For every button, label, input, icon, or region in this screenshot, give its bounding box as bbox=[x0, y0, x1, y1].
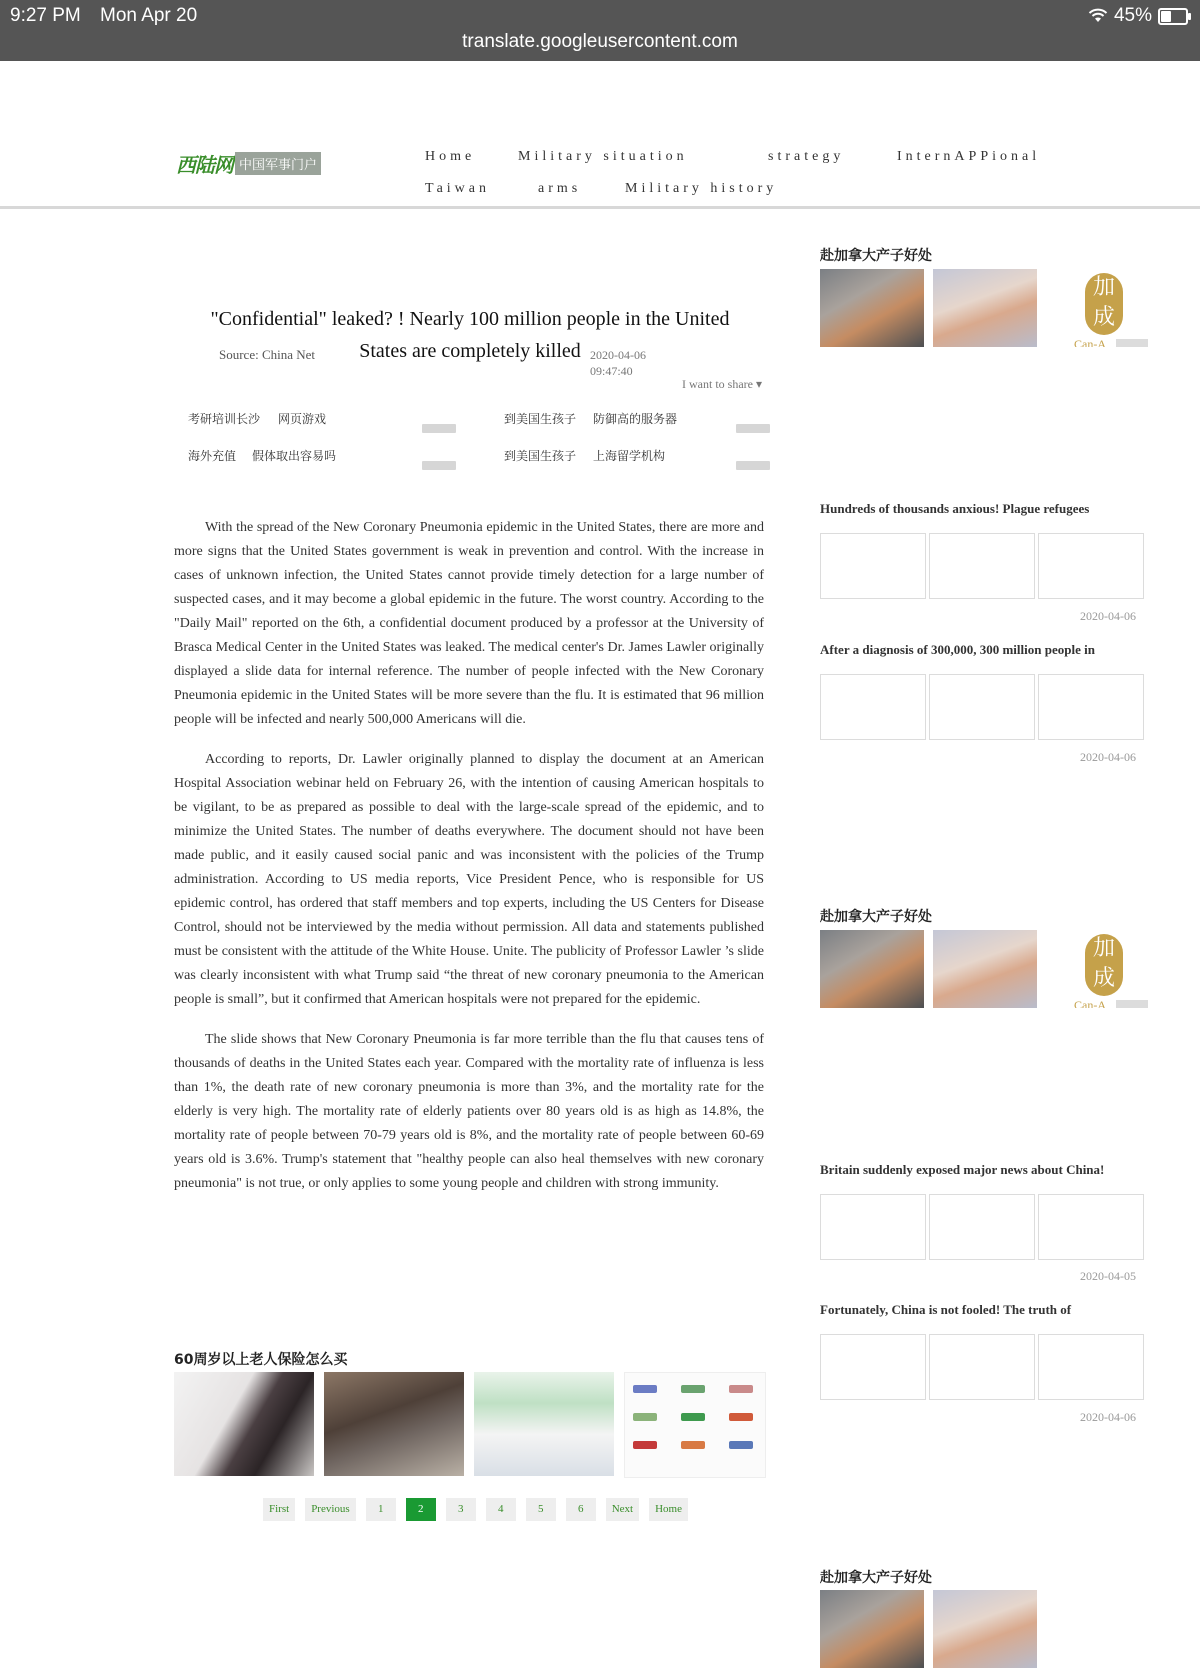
article-body bbox=[174, 516, 764, 1212]
ad-link[interactable]: 假体取出容易吗 bbox=[252, 449, 337, 463]
nav-strategy[interactable]: strategy bbox=[768, 149, 845, 164]
page-first[interactable]: First bbox=[263, 1498, 295, 1521]
page-3[interactable]: 3 bbox=[446, 1498, 476, 1521]
ad-link[interactable]: 考研培训长沙 bbox=[188, 412, 261, 426]
sidebar-ad-image[interactable] bbox=[820, 1590, 924, 1668]
battery-icon bbox=[1158, 8, 1188, 25]
news-thumb[interactable] bbox=[820, 533, 926, 599]
sidebar-ad-image[interactable] bbox=[933, 269, 1037, 347]
ad-badge bbox=[1116, 1000, 1148, 1008]
promo-image[interactable] bbox=[174, 1372, 314, 1476]
nav-taiwan[interactable]: Taiwan bbox=[425, 181, 491, 196]
sidebar-ad-image[interactable] bbox=[820, 930, 924, 1008]
pagination bbox=[263, 1498, 688, 1521]
ad-badge bbox=[422, 461, 456, 470]
sidebar-ad-title[interactable]: 赴加拿大产子好处 bbox=[820, 909, 932, 925]
news-thumb[interactable] bbox=[1038, 674, 1144, 740]
news-thumb[interactable] bbox=[929, 674, 1035, 740]
news-date: 2020-04-06 bbox=[1080, 609, 1136, 623]
news-date: 2020-04-05 bbox=[1080, 1269, 1136, 1283]
ad-link[interactable]: 海外充值 bbox=[188, 449, 237, 463]
promo-title[interactable]: 60周岁以上老人保险怎么买 bbox=[174, 1352, 348, 1368]
logo-mark: 西陆网 bbox=[176, 153, 233, 177]
page-home[interactable]: Home bbox=[649, 1498, 688, 1521]
page-4[interactable]: 4 bbox=[486, 1498, 516, 1521]
battery-percent: 45% bbox=[1113, 5, 1152, 26]
status-bar bbox=[0, 0, 1200, 61]
seal-icon: 加 成 bbox=[1085, 934, 1123, 996]
page-2-active[interactable]: 2 bbox=[406, 1498, 436, 1521]
page-1[interactable]: 1 bbox=[366, 1498, 396, 1521]
promo-image[interactable] bbox=[624, 1372, 766, 1478]
sidebar-ad-logo[interactable] bbox=[1046, 269, 1150, 347]
news-thumb[interactable] bbox=[929, 1334, 1035, 1400]
news-thumb[interactable] bbox=[820, 1334, 926, 1400]
news-thumb[interactable] bbox=[1038, 533, 1144, 599]
ad-link[interactable]: 上海留学机构 bbox=[593, 449, 666, 463]
sidebar-ad-image[interactable] bbox=[933, 930, 1037, 1008]
sidebar-ad-title[interactable]: 赴加拿大产子好处 bbox=[820, 1570, 932, 1586]
ad-link[interactable]: 防御高的服务器 bbox=[593, 412, 678, 426]
sidebar-ad-title[interactable]: 赴加拿大产子好处 bbox=[820, 248, 932, 264]
logo-tag: 中国军事门户 bbox=[235, 152, 321, 175]
page-6[interactable]: 6 bbox=[566, 1498, 596, 1521]
promo-image[interactable] bbox=[474, 1372, 614, 1476]
nav-military-situation[interactable]: Military situation bbox=[518, 149, 688, 164]
nav-divider bbox=[0, 206, 1200, 209]
news-date: 2020-04-06 bbox=[1080, 1410, 1136, 1424]
ad-badge bbox=[1116, 339, 1148, 347]
ad-badge bbox=[736, 461, 770, 470]
ad-link[interactable]: 到美国生孩子 bbox=[504, 449, 577, 463]
news-thumb[interactable] bbox=[820, 1194, 926, 1260]
sidebar-ad-image[interactable] bbox=[933, 1590, 1037, 1668]
share-button[interactable]: I want to share ▾ bbox=[682, 377, 763, 391]
nav-home[interactable]: Home bbox=[425, 149, 476, 164]
news-thumb[interactable] bbox=[1038, 1194, 1144, 1260]
ad-badge bbox=[422, 424, 456, 433]
article-source: Source: China Net bbox=[219, 347, 316, 362]
ad-link[interactable]: 网页游戏 bbox=[278, 412, 327, 426]
news-thumb[interactable] bbox=[820, 674, 926, 740]
news-thumb[interactable] bbox=[1038, 1334, 1144, 1400]
news-date: 2020-04-06 bbox=[1080, 750, 1136, 764]
article-date: 2020-04-06 09:47:40 bbox=[590, 348, 646, 378]
news-thumb[interactable] bbox=[929, 533, 1035, 599]
ad-badge bbox=[736, 424, 770, 433]
wifi-icon bbox=[1088, 8, 1108, 24]
ad-link[interactable]: 到美国生孩子 bbox=[504, 412, 577, 426]
sidebar-news-title[interactable]: After a diagnosis of 300,000, 300 million people in bbox=[820, 642, 1095, 657]
status-date: Mon Apr 20 bbox=[100, 5, 198, 26]
page-next[interactable]: Next bbox=[606, 1498, 639, 1521]
sidebar-news-title[interactable]: Fortunately, China is not fooled! The truth of bbox=[820, 1302, 1072, 1317]
sidebar-ad-logo[interactable] bbox=[1046, 930, 1150, 1008]
article-paragraph: With the spread of the New Coronary Pneumonia epidemic in the United States, there are more and more signs that the United States government is weak in prevention and control. With the increase in cases of unknown infection, the United States cannot provide timely detection for a large number of suspected cases, and it may become a global epidemic in the future. The worst country. According to the "Daily Mail" reported on the 6th, a confidential document produced by a professor at the University of Brasca Medical Center in the United States was leaked. The medical center's Dr. James Lawler originally displayed a slide data for internal reference. The number of people infected with the New Coronary Pneumonia epidemic in the United States will be more severe than the flu. It is estimated that 96 million people will be infected and nearly 500,000 Americans will die. bbox=[174, 520, 764, 727]
sidebar-news-title[interactable]: Hundreds of thousands anxious! Plague refugees bbox=[820, 501, 1090, 516]
nav-arms[interactable]: arms bbox=[538, 181, 582, 196]
article-title: "Confidential" leaked? ! Nearly 100 million people in the United States are completely killed bbox=[210, 308, 730, 362]
site-logo[interactable] bbox=[176, 149, 321, 178]
nav-military-history[interactable]: Military history bbox=[625, 181, 778, 196]
sidebar-ad-logo-caption: Can-A bbox=[1074, 337, 1106, 347]
sidebar-ad-logo-caption: Can-A bbox=[1074, 998, 1106, 1008]
share-label: I want to share bbox=[682, 377, 753, 391]
news-thumb[interactable] bbox=[929, 1194, 1035, 1260]
status-time: 9:27 PM bbox=[10, 5, 81, 26]
page-previous[interactable]: Previous bbox=[305, 1498, 356, 1521]
promo-image[interactable] bbox=[324, 1372, 464, 1476]
article-paragraph: The slide shows that New Coronary Pneumonia is far more terrible than the flu that causes tens of thousands of deaths in the United States each year. Compared with the mortality rate of influenza is less than 1%, the death rate of new coronary pneumonia is more than 3%, and the mortality rate for the elderly is very high. The mortality rate of elderly patients over 80 years old is as high as 14.8%, the mortality rate of people between 70-79 years old is 8%, and the mortality rate of people between 60-69 years old is 3.6%. Trump's statement that "healthy people can also heal themselves with new coronary pneumonia" is not true, or only applies to some young people and children with strong immunity. bbox=[174, 1032, 764, 1191]
page-5[interactable]: 5 bbox=[526, 1498, 556, 1521]
article-paragraph: According to reports, Dr. Lawler originally planned to display the document at an American Hospital Association webinar held on February 26, with the intention of causing American hospitals to be vigilant, to be as prepared as possible to deal with the large-scale spread of the epidemic, and to minimize the United States. The number of deaths everywhere. The document should not have been made public, and it easily caused social panic and was inconsistent with the policies of the Trump administration. According to US media reports, Vice President Pence, who is responsible for US epidemic control, has ordered that staff members and top experts, including the US Centers for Disease Control, should not be interviewed by the media without permission. All data and statements published must be consistent with the attitude of the White House. Unite. The publicity of Professor Lawler ’s slide was clearly inconsistent with what Trump said “the threat of new coronary pneumonia to the American people is small”, but it confirmed that American hospitals were not prepared for the epidemic. bbox=[174, 752, 764, 1007]
sidebar-ad-image[interactable] bbox=[820, 269, 924, 347]
seal-icon: 加 成 bbox=[1085, 273, 1123, 335]
nav-international[interactable]: InternAPPional bbox=[897, 149, 1041, 164]
status-right bbox=[1088, 5, 1188, 27]
sidebar-news-title[interactable]: Britain suddenly exposed major news about China! bbox=[820, 1162, 1105, 1177]
address-bar-url[interactable]: translate.googleusercontent.com bbox=[462, 31, 738, 52]
